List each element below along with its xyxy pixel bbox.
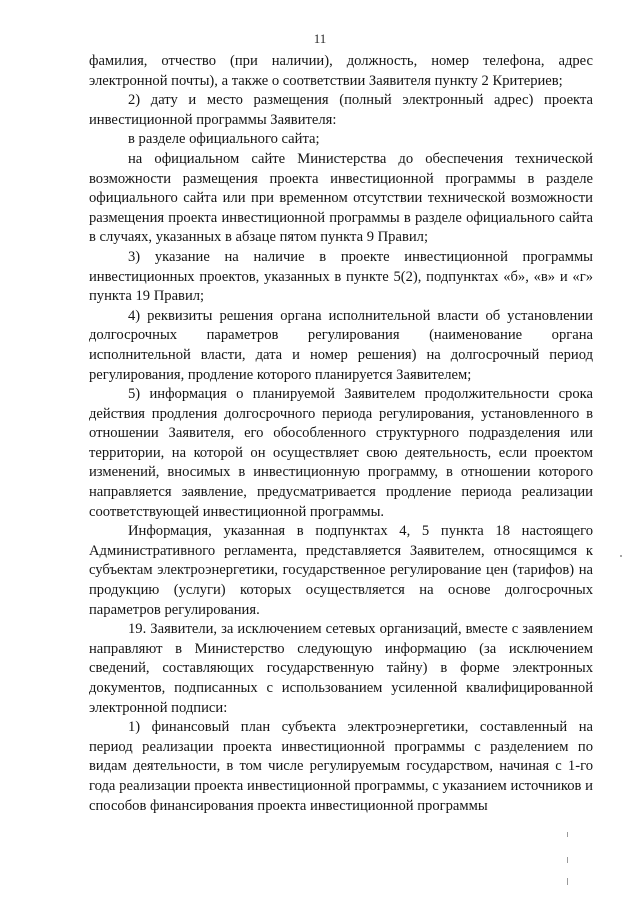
paragraph-ministry-site: на официальном сайте Министерства до обеспечения технической возможности размещения проекта инвестиционной программы в разделе официального сайта или при временном отсутствии технической возможности размещения проекта инвестиционной программы в разделе официального сайта в случаях, указанных в абзаце пятом пункта 9 Правил; xyxy=(89,150,593,246)
paragraph-official-site-section: в разделе официального сайта; xyxy=(128,131,320,148)
paragraph-item-5: 5) информация о планируемой Заявителем продолжительности срока действия продления долгосрочного периода регулирования, установленного в отношении Заявителя, его обособленного структурного подразделения или территории, на которой он осуществляет свою деятельность, если проектом изменений, вносимых в инвестиционную программу, в отношении которого направляется заявление, предусматривается продление периода реализации соответствующей инвестиционной программы. xyxy=(89,386,593,520)
paragraph-financial-plan: 1) финансовый план субъекта электроэнергетики, составленный на период реализации проекта инвестиционной программы с разделением по видам деятельности, в том числе регулируемым государством, начиная с 1-го года реализации проекта инвестиционной программы, с указанием источников и способов финансирования проекта инвестиционной программы xyxy=(89,719,593,814)
paragraph-information-note: Информация, указанная в подпунктах 4, 5 пункта 18 настоящего Административного регламента, представляется Заявителем, относящимся к субъектам электроэнергетики, государственное регулирование цен (тарифов) на продукцию (услуги) которых осуществляется на основе долгосрочных параметров регулирования. xyxy=(89,523,593,618)
paragraph-contact-continuation: фамилия, отчество (при наличии), должность, номер телефона, адрес электронной почты), а также о соответствии Заявителя пункту 2 Критериев; xyxy=(89,53,593,89)
paragraph-item-4: 4) реквизиты решения органа исполнительной власти об установлении долгосрочных параметров регулирования (наименование органа исполнительной власти, дата и номер решения) на долгосрочный период регулирования, продление которого планируется Заявителем; xyxy=(89,307,593,383)
paragraph-item-3: 3) указание на наличие в проекте инвестиционной программы инвестиционных проектов, указанных в пункте 5(2), подпунктах «б», «в» и «г» пункта 19 Правил; xyxy=(89,248,593,305)
scan-artifact-mark xyxy=(567,857,568,863)
paragraph-item-2: 2) дату и место размещения (полный электронный адрес) проекта инвестиционной программы Заявителя: xyxy=(89,92,593,128)
paragraph-section-19: 19. Заявители, за исключением сетевых организаций, вместе с заявлением направляют в Министерство следующую информацию (за исключением сведений, составляющих государственную тайну) в форме электронных документов, подписанных с использованием усиленной квалифицированной электронной подписи: xyxy=(89,621,593,716)
scan-artifact-mark xyxy=(567,878,568,885)
scan-artifact-dot xyxy=(620,555,622,557)
document-body xyxy=(89,52,593,816)
scan-artifact-mark xyxy=(567,832,568,837)
page-number: 11 xyxy=(313,31,327,46)
